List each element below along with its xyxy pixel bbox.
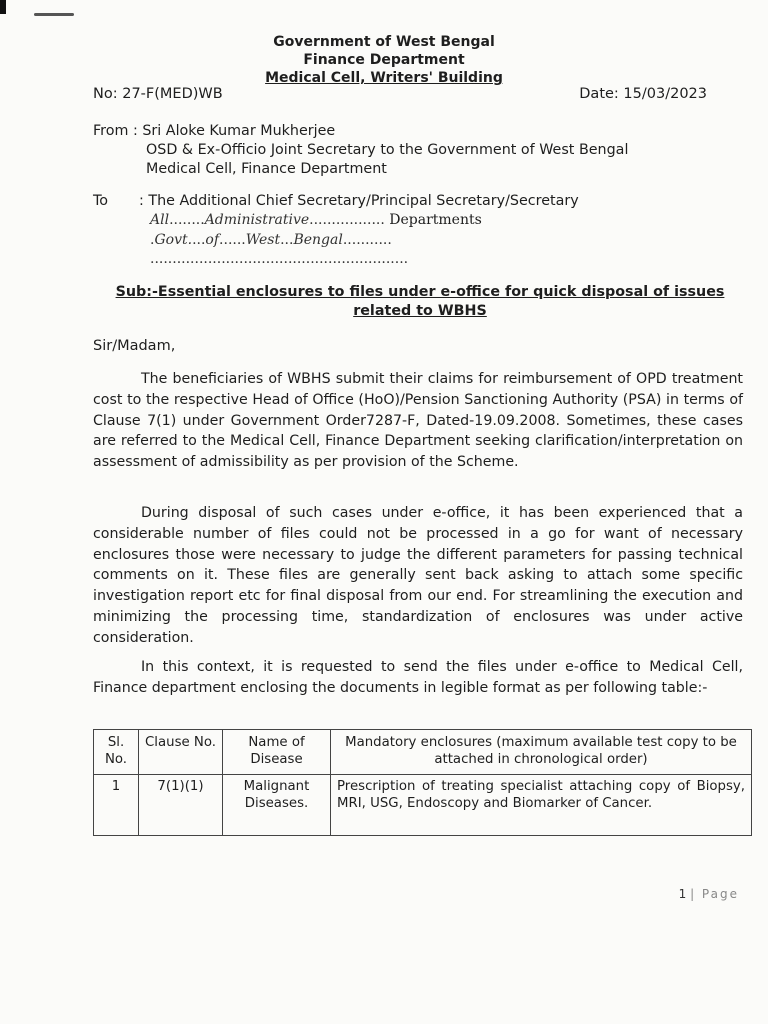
from-designation: OSD & Ex-Officio Joint Secretary to the Government of West Bengal: [146, 142, 629, 158]
to-blank-line: ..........................................................: [150, 251, 409, 267]
page-label: | Page: [690, 887, 739, 901]
scan-pen-mark: [34, 13, 74, 16]
header-disease: Name of Disease: [223, 730, 331, 775]
table-header-row: [94, 730, 752, 775]
header-clause-no: Clause No.: [139, 730, 223, 775]
to-label: To: [93, 193, 109, 209]
salutation: Sir/Madam,: [93, 338, 176, 354]
header-sl-no: Sl. No.: [94, 730, 139, 775]
letterhead-cell: Medical Cell, Writers' Building: [265, 70, 503, 86]
enclosures-table: [93, 729, 752, 836]
scan-edge-mark: [0, 0, 6, 14]
letterhead-department: Finance Department: [303, 52, 465, 68]
handwritten-of: of: [205, 232, 220, 248]
handwritten-administrative: Administrative: [204, 212, 310, 228]
cell-enclosures: Prescription of treating specialist attaching copy of Biopsy, MRI, USG, Endoscopy and Biomarker of Cancer.: [331, 775, 752, 836]
memo-date: Date: 15/03/2023: [579, 86, 707, 102]
subject-line: Sub:-Essential enclosures to files under e-office for quick disposal of issues related to WBHS: [115, 284, 725, 319]
handwritten-all: All: [150, 212, 170, 228]
to-addressee: : The Additional Chief Secretary/Principal Secretary/Secretary: [139, 193, 579, 209]
from-office: Medical Cell, Finance Department: [146, 161, 387, 177]
from-sender: From : Sri Aloke Kumar Mukherjee: [93, 123, 336, 139]
paragraph-3: In this context, it is requested to send the files under e-office to Medical Cell, Finance department enclosing the documents in legible format as per following table:-: [93, 659, 743, 696]
to-departments: Departments: [389, 212, 482, 228]
handwritten-govt: Govt.: [154, 232, 193, 248]
cell-clause: 7(1)(1): [139, 775, 223, 836]
header-enclosures: Mandatory enclosures (maximum available test copy to be attached in chronological order): [331, 730, 752, 775]
to-handwritten-line-2: .Govt....of......West...Bengal...........: [150, 232, 392, 248]
paragraph-2: During disposal of such cases under e-office, it has been experienced that a considerable number of files could not be processed in a go for want of necessary enclosures those were necessary to judge the different parameters for passing technical comments on it. These files are generally sent back asking to attach some specific investigation report etc for final disposal from our end. For streamlining the execution and minimizing the processing time, standardization of enclosures was under active consideration.: [93, 505, 743, 646]
letterhead-government: Government of West Bengal: [273, 34, 495, 50]
memo-number: No: 27-F(MED)WB: [93, 86, 223, 102]
page-number: [679, 887, 739, 901]
to-handwritten-line-1: All........Administrative................. Departments: [150, 212, 482, 228]
table-row: [94, 775, 752, 836]
from-block: [93, 122, 628, 179]
paragraph-1: The beneficiaries of WBHS submit their claims for reimbursement of OPD treatment cost to the respective Head of Office (HoO)/Pension Sanctioning Authority (PSA) in terms of Clause 7(1) under Government Order7287-F, Dated-19.09.2008. Sometimes, these cases are referred to the Medical Cell, Finance Department seeking clarification/interpretation on assessment of admissibility as per provision of the Scheme.: [93, 371, 743, 471]
cell-sl: 1: [94, 775, 139, 836]
cell-disease: Malignant Diseases.: [223, 775, 331, 836]
handwritten-bengal: Bengal: [293, 232, 343, 248]
page-number-value: 1: [678, 887, 687, 901]
handwritten-west: West: [245, 232, 281, 248]
letterhead: [0, 33, 768, 87]
